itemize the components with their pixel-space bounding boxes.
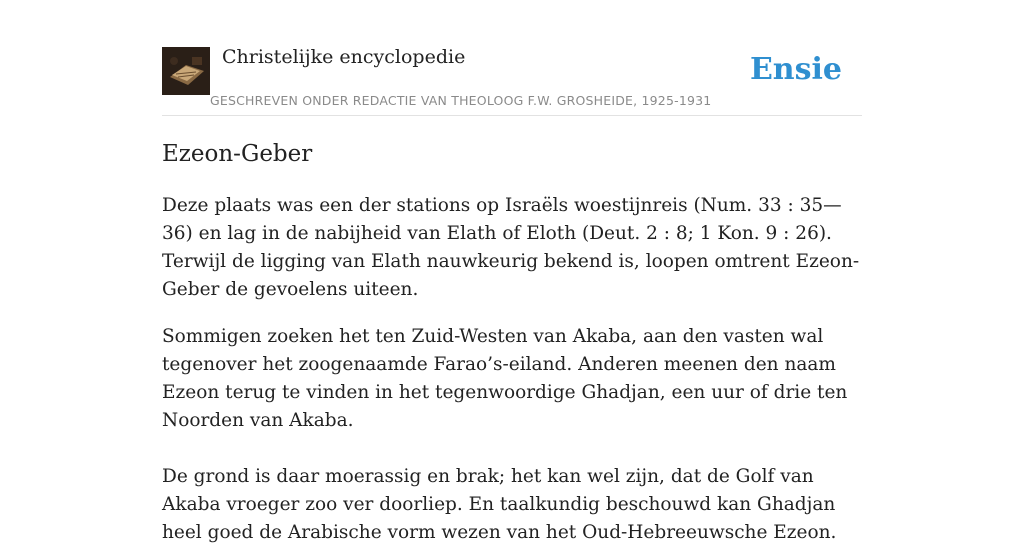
article-paragraph: Deze plaats was een der stations op Israëls woestijnreis (Num. 33 : 35— 36) en lag in de nabijheid van Elath of Eloth (Deut. 2 : 8; 1 Kon. 9 : 26). Terwijl de ligging van Elath nauwkeurig bekend is, loopen omtrent Ezeon-Geber de gevoelens uiteen. [162, 195, 860, 300]
site-logo-image[interactable] [162, 47, 210, 95]
site-header [162, 46, 862, 116]
book-photo-icon [162, 47, 210, 95]
article-paragraph: De grond is daar moerassig en brak; het kan wel zijn, dat de Golf van Akaba vroeger zoo ver doorliep. En taalkundig beschouwd kan Ghadjan heel goed de Arabische vorm wezen van het Oud-Hebreeuwsche Ezeon. [162, 466, 837, 543]
article [162, 138, 867, 547]
header-divider [162, 115, 862, 116]
article-paragraph: Sommigen zoeken het ten Zuid-Westen van Akaba, aan den vasten wal tegenover het zoogenaamde Farao’s-eiland. Anderen meenen den naam Ezeon terug te vinden in het tegenwoordige Ghadjan, een uur of drie ten Noorden van Akaba. [162, 326, 848, 431]
article-title: Ezeon-Geber [162, 141, 313, 167]
site-title[interactable]: Christelijke encyclopedie [222, 46, 466, 68]
brand-logo[interactable]: Ensie [749, 52, 842, 87]
site-subtitle: GESCHREVEN ONDER REDACTIE VAN THEOLOOG F.W. GROSHEIDE, 1925-1931 [210, 93, 712, 108]
